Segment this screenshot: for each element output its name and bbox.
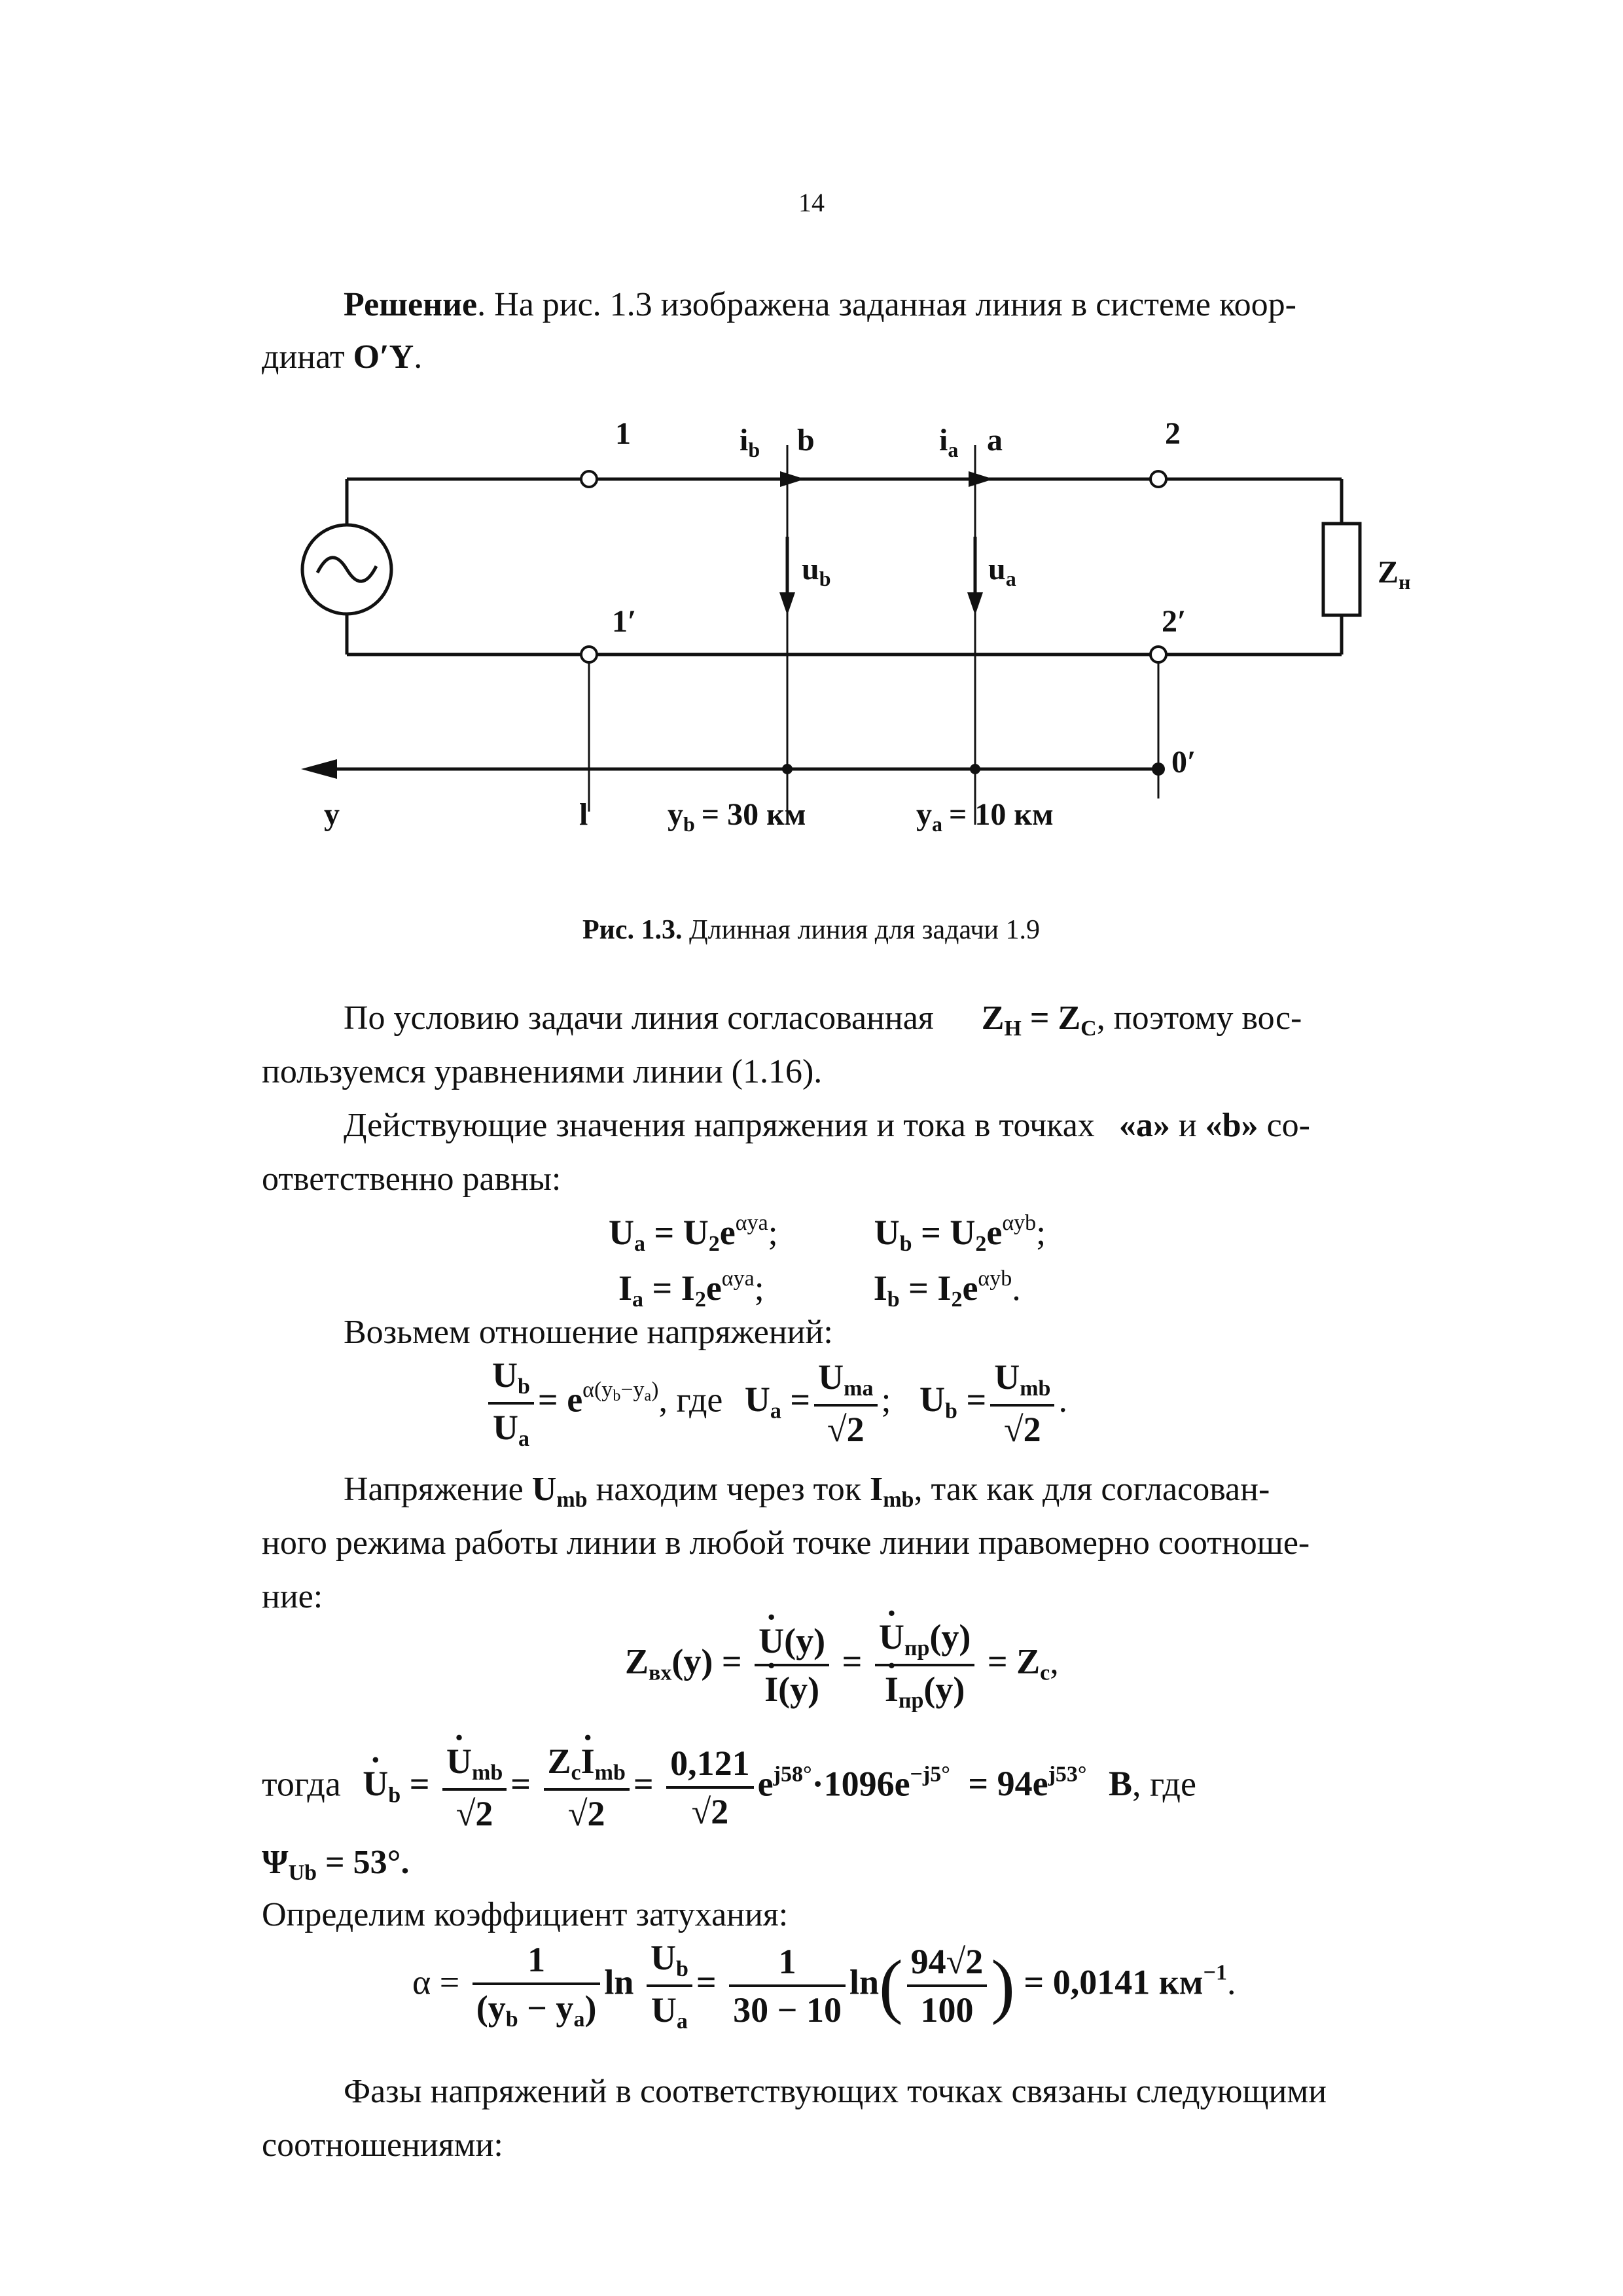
load-resistor [1323,524,1360,615]
ya-label: $y_a = 10$ км [916,797,1054,836]
terminal-2 [1150,471,1166,487]
p2-line-1: Действующие значения напряжения и тока в точках «a» и «b» со- [344,1107,1310,1144]
axis-point-a [970,764,980,774]
p4-line-1: Напряжение $U_{mb}$ находим через ток $I_{mb}$, так как для согласован- [344,1471,1270,1512]
solution-line-1 [344,288,1296,322]
node-label-2p: 2′ [1162,604,1186,639]
label-ua: $u_a$ [988,552,1016,590]
page-number: 14 [798,188,825,217]
solution-period: . [414,338,423,376]
p1-text-a: По условию задачи линия согласованная [344,999,934,1037]
label-ia: $i_a$ [939,423,959,461]
equation-voltages: $U_a = U_2e^{\alpha ya}$; $U_b = U_2e^{\alpha yb}$; [609,1211,1046,1256]
equation-currents: $I_a = I_2e^{\alpha ya}$; $I_b = I_2e^{\alpha yb}$. [618,1266,1021,1312]
label-ub: $u_b$ [802,552,831,590]
p5-line: Определим коэффициент затухания: [262,1896,789,1933]
node-label-1: 1 [615,416,631,451]
equation-input-impedance: $Z_{вх}(y)$ = · U(y) · I(y) = · $U_{пр}(y)$ · $I_{пр}(y)$ = $Z_c$, [625,1617,1059,1713]
caption-text: Длинная линия для задачи 1.9 [682,915,1041,945]
yb-label: $y_b = 30$ км [668,797,806,836]
y-axis-arrow [301,759,337,779]
figure-caption [582,916,1040,944]
p1-line-2: пользуемся уравнениями линии (1.16). [262,1053,823,1090]
source-sine-icon [317,558,376,581]
equation-attenuation: α = $\frac{1}{(y_b - y_a)}$ ln $\frac{U_b}{U_a}$ = $\frac{1}{30 - 10}$ ln( $\frac{94√2}{100}$ ) = 0,0141 $км^{-1}$. [412,1938,1236,2034]
load-label: $Z_н$ [1378,555,1411,594]
psi-ub-line: $\Psi_{Ub} = 53^\circ$. [262,1844,410,1885]
p6-line-2: соотношениями: [262,2126,503,2164]
equation-voltage-ratio: $\frac{U_b}{U_a}$ = $e^{\alpha(y_b-y_a)}$, где $U_a$ = $\frac{U_{ma}}{√2}$ ; $U_b$ = $\frac{U_{mb}}{√2}$ . [484,1355,1067,1452]
terminal-1 [581,471,597,487]
current-ia-arrow [969,471,993,487]
current-ib-arrow [780,471,805,487]
axis-label-y: y [324,797,340,832]
axis-label-l: l [579,797,588,832]
caption-label: Рис. 1.3. [582,915,683,945]
coordinate-system: O′Y [353,338,414,376]
p2-line-2: ответственно равны: [262,1160,562,1198]
p1-line-1 [344,1001,1302,1040]
figure-long-line [288,406,1440,851]
solution-line-2 [262,340,422,374]
solution-text-1: . На рис. 1.3 изображена заданная линия в системе коор- [477,286,1296,323]
solution-lead: Решение [344,286,478,323]
label-b: b [797,423,815,457]
node-label-1p: 1′ [612,604,637,639]
voltage-ua-arrow [967,592,983,615]
p1-text-b: , поэтому вос- [1096,999,1302,1037]
label-a: a [987,423,1003,457]
p6-line-1: Фазы напряжений в соответствующих точках связаны следующими [344,2073,1327,2110]
origin-label: 0′ [1171,745,1196,780]
solution-text-2: динат [262,338,353,376]
axis-point-b [782,764,793,774]
p3-line: Возьмем отношение напряжений: [344,1314,833,1351]
label-ib: $i_b$ [740,423,760,461]
terminal-1p [581,647,597,662]
axis-origin-point [1152,762,1165,776]
p1-formula: $Z_Н = Z_C$ [981,999,1097,1041]
terminal-2p [1150,647,1166,662]
p4-line-3: ние: [262,1578,323,1615]
voltage-ub-arrow [779,592,795,615]
node-label-2: 2 [1165,416,1181,451]
p4-line-2: ного режима работы линии в любой точке линии правомерно соотноше- [262,1524,1310,1562]
equation-ub-value: тогда · $U_b$ = · $\frac{U_{mb}}{√2}$ = $\frac{Z_c\cdot I_{mb}}{√2}$ = $\frac{0,121}{√2}$ $e^{j58^\circ}\cdot 1096e^{-j5^\circ} = 94e^{j53^\circ}$ B, где [262,1741,1196,1834]
